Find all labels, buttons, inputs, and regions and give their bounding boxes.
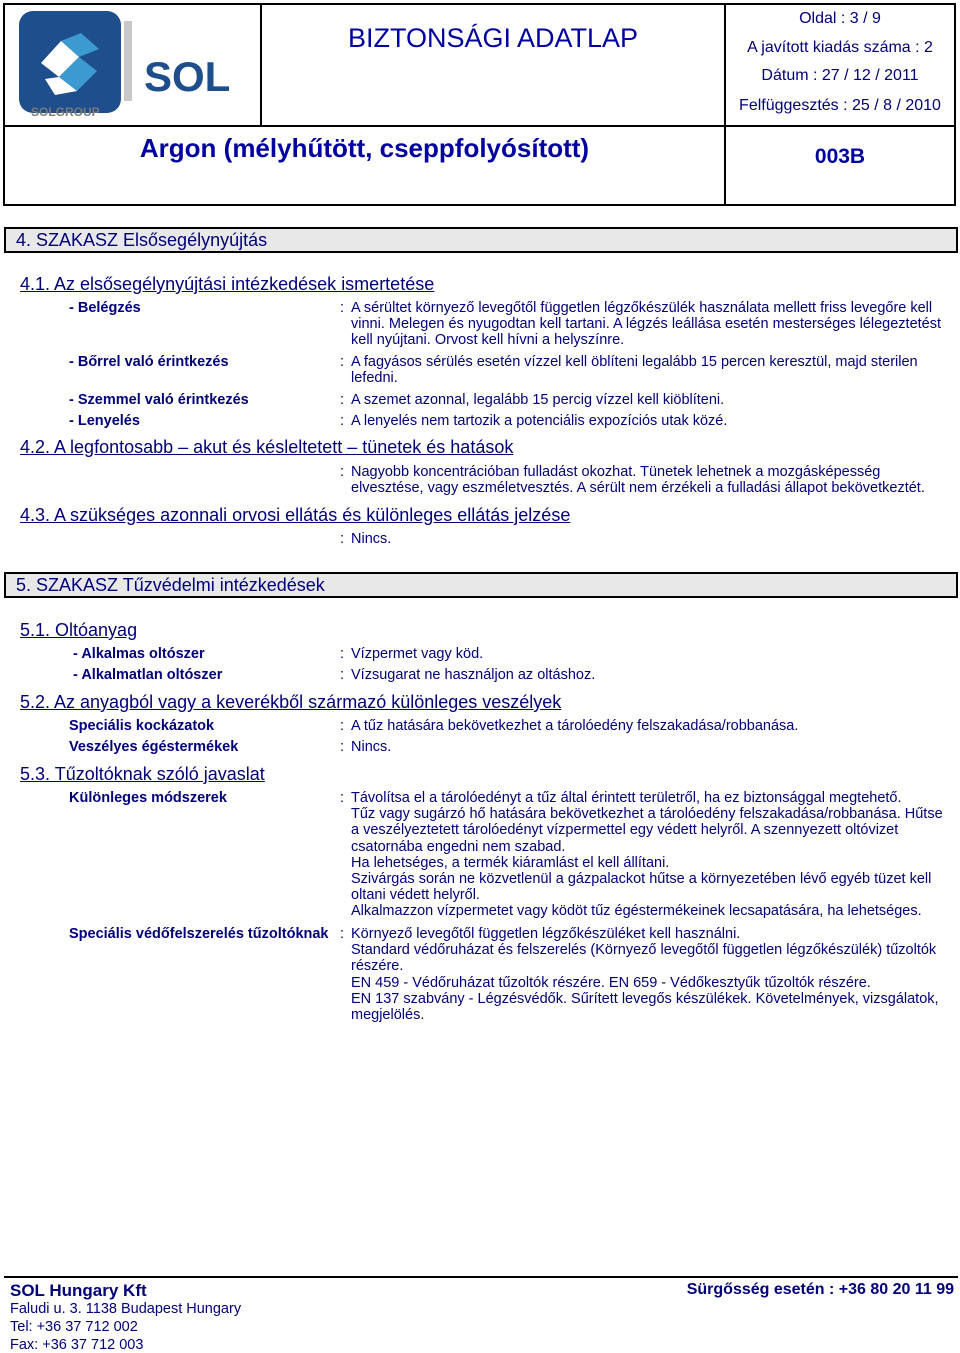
label-firefighter-ppe: Speciális védőfelszerelés tűzoltóknak [69, 926, 329, 942]
text-special-risks: A tűz hatására bekövetkezhet a tárolóedény felszakadása/robbanása. [351, 718, 799, 734]
footer-fax: Fax: +36 37 712 003 [10, 1337, 144, 1353]
label-inhalation: - Belégzés [69, 300, 141, 316]
svg-text:SOL: SOL [144, 53, 231, 100]
ppe-line: Standard védőruházat és felszerelés (Környező levegőtől független légzőkészülék) tűzoltók részére. [351, 942, 937, 975]
issue-date: Dátum : 27 / 12 / 2011 [761, 67, 919, 84]
document-header [3, 3, 956, 206]
colon: : [340, 926, 345, 942]
colon: : [340, 392, 345, 408]
text-medical-attention: Nincs. [351, 531, 392, 547]
text-combustion-products: Nincs. [351, 739, 392, 755]
text-inhalation: A sérültet környező levegőtől független légzőkészülék használata mellett friss levegőre kell vinni. Melegen és nyugodtan kell tartani. A légzés leállása esetén mesterséges lélegeztetést kell nyújtani. Orvost kell hívni a helyszínre. [351, 300, 942, 349]
label-eye-contact: - Szemmel való érintkezés [69, 392, 249, 408]
footer-company: SOL Hungary Kft [10, 1281, 147, 1300]
colon: : [340, 718, 345, 734]
page-number: Oldal : 3 / 9 [799, 10, 881, 27]
colon: : [340, 531, 345, 547]
ppe-line: EN 137 szabvány - Légzésvédők. Sűrített levegős készülékek. Követelmények, vizsgálatok, megjelölés. [351, 990, 939, 1024]
sol-logo [5, 5, 258, 123]
text-ingestion: A lenyelés nem tartozik a potenciális expozíciós utak közé. [351, 413, 728, 429]
colon: : [340, 667, 345, 683]
label-suitable-media: - Alkalmas oltószer [73, 646, 205, 662]
subsection-5-2: 5.2. Az anyagból vagy a keverékből származó különleges veszélyek [20, 692, 562, 712]
section-5-title: 5. SZAKASZ Tűzvédelmi intézkedések [4, 572, 958, 598]
label-combustion-products: Veszélyes égéstermékek [69, 739, 239, 755]
document-title: BIZTONSÁGI ADATLAP [347, 23, 639, 53]
revision-number: A javított kiadás száma : 2 [747, 39, 933, 56]
subsection-5-1: 5.1. Oltóanyag [20, 620, 138, 640]
text-skin-contact: A fagyásos sérülés esetén vízzel kell öblíteni legalább 15 percen keresztül, majd sterilen lefedni. [351, 354, 918, 387]
subsection-4-2: 4.2. A legfontosabb – akut és késleltetett – tünetek és hatások [20, 437, 514, 457]
label-special-risks: Speciális kockázatok [69, 718, 215, 734]
colon: : [340, 464, 345, 480]
text-unsuitable-media: Vízsugarat ne használjon az oltáshoz. [351, 667, 596, 683]
label-skin-contact: - Bőrrel való érintkezés [69, 354, 229, 370]
product-name: Argon (mélyhűtött, cseppfolyósított) [139, 133, 590, 163]
colon: : [340, 413, 345, 429]
product-cell [5, 127, 724, 204]
footer-address: Faludi u. 3. 1138 Budapest Hungary [10, 1301, 242, 1317]
section-4-title: 4. SZAKASZ Elsősegélynyújtás [4, 227, 958, 253]
meta-cell [724, 5, 954, 127]
label-unsuitable-media: - Alkalmatlan oltószer [73, 667, 223, 683]
subsection-4-3: 4.3. A szükséges azonnali orvosi ellátás és különleges ellátás jelzése [20, 505, 571, 525]
label-special-methods: Különleges módszerek [69, 790, 227, 806]
colon: : [340, 300, 345, 316]
footer-tel: Tel: +36 37 712 002 [10, 1319, 138, 1335]
subsection-5-3: 5.3. Tűzoltóknak szóló javaslat [20, 764, 265, 784]
supersedes-date: Felfüggesztés : 25 / 8 / 2010 [739, 97, 941, 114]
methods-line: Szivárgás során ne közvetlenül a gázpalackot hűtse a környezetében lévő egyéb tüzet kell oltani védett helyről. [351, 871, 932, 904]
ppe-line: Környező levegőtől független légzőkészüléket kell használni. [351, 926, 741, 942]
footer-divider [4, 1276, 958, 1278]
product-code: 003B [814, 145, 866, 168]
special-methods-block [351, 790, 951, 920]
methods-line: Távolítsa el a tárolóedényt a tűz által érintett területről, ha ez biztonsággal megtehető. [351, 790, 902, 806]
firefighter-ppe-block [351, 926, 951, 1023]
label-ingestion: - Lenyelés [69, 413, 140, 429]
subsection-4-1: 4.1. Az elsősegélynyújtási intézkedések ismertetése [20, 274, 435, 294]
ppe-line: EN 459 - Védőruházat tűzoltók részére. EN 659 - Védőkesztyűk tűzoltók részére. [351, 974, 871, 991]
svg-text:SOLGROUP: SOLGROUP [31, 105, 100, 119]
colon: : [340, 646, 345, 662]
colon: : [340, 739, 345, 755]
methods-line: Alkalmazzon vízpermetet vagy ködöt tűz égéstermékeinek lecsapatására, ha lehetséges. [351, 903, 922, 920]
text-eye-contact: A szemet azonnal, legalább 15 percig vízzel kell kiöblíteni. [351, 392, 725, 408]
methods-line: Ha lehetséges, a termék kiáramlást el kell állítani. [351, 854, 670, 871]
methods-line: Tűz vagy sugárzó hő hatására bekövetkezhet a tárolóedény felszakadása/robbanása. Hűtse a veszélyeztetett tárolóedényt vízpermettel egy védett helyről. A szennyezett oltóvizet csatornába engedni nem szabad. [351, 806, 943, 855]
code-cell [724, 127, 954, 204]
text-symptoms: Nagyobb koncentrációban fulladást okozhat. Tünetek lehetnek a mozgásképesség elvesztése, vagy eszméletvesztés. A sérült nem érzékeli a fulladási állapot bekövetkeztét. [351, 464, 925, 497]
text-suitable-media: Vízpermet vagy köd. [351, 646, 484, 662]
footer-emergency-phone: Sürgősség esetén : +36 80 20 11 99 [686, 1281, 954, 1298]
title-cell [262, 5, 724, 127]
colon: : [340, 354, 345, 370]
logo-cell [5, 5, 262, 127]
colon: : [340, 790, 345, 806]
